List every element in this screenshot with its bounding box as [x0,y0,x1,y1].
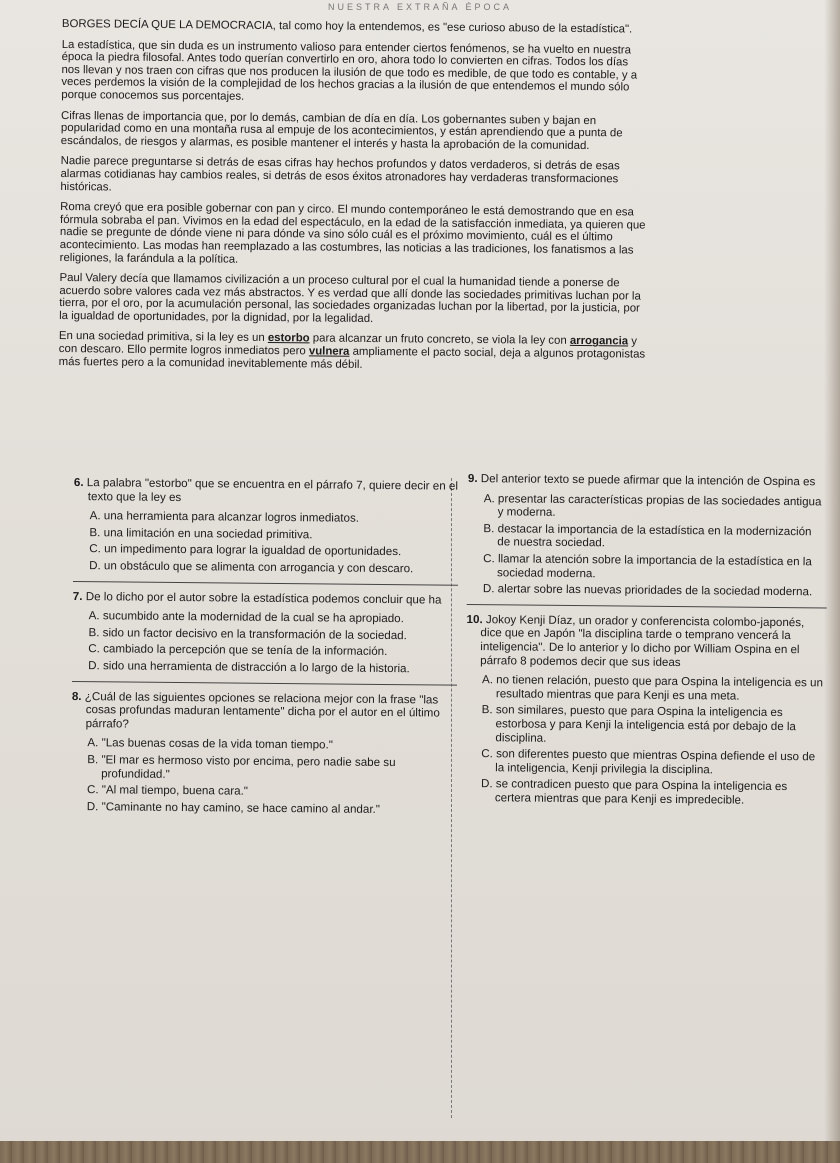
q10-option-d[interactable]: D. se contradicen puesto que para Ospina la inteligencia es certera mientras que para Kenji es impredecible. [480,777,788,807]
question-8: 8. ¿Cuál de las siguientes opciones se relaciona mejor con la frase "las cosas profundas maduran lentamente" dicha por el autor en el último párrafo? A. "Las buenas cosas de la vida toman tiempo." B. "El mar es hermoso visto por encima, pero nadie sabe su profundidad." C. "Al mal tiempo, buena cara." D. "Caminante no hay camino, se hace camino al andar." [71,690,457,817]
questions-left-column [71,476,459,825]
question-10: 10. Jokoy Kenji Díaz, un orador y conferencista colombo-japonés, dice que en Japón "la disciplina tarde o temprano vencerá la inteligencia". De lo anterior y lo dicho por William Ospina en el párrafo 8 podemos decir que sus ideas A. no tienen relación, puesto que para Ospina la inteligencia es un resultado mientras que para Kenji es una meta. B. son similares, puesto que para Ospina la inteligencia es estorbosa y para Kenji la inteligencia está por debajo de la disciplina. C. son diferentes puesto que mientras Ospina defiende el uso de la inteligencia, Kenji privilegia la disciplina. D. se contradicen puesto que para Ospina la inteligencia es certera mientras que para Kenji es impredecible. [465,613,827,808]
paragraph-4: Nadie parece preguntarse si detrás de esas cifras hay hechos profundos y datos verdaderos, si detrás de esas alarmas cotidianas hay cambios reales, si detrás de esos éxitos atronadores hay verdaderas transformaciones históricas. [60,155,620,194]
q7-option-a[interactable]: A. sucumbido ante la modernidad de la cual se ha apropiado. [88,609,404,626]
paragraph-1: BORGES DECÍA QUE LA DEMOCRACIA, tal como hoy la entendemos, es "ese curioso abuso de la estadística". [61,18,633,36]
question-divider [73,581,458,586]
question-10-text: Jokoy Kenji Díaz, un orador y conferencista colombo-japonés, dice que en Japón "la disciplina tarde o temprano vencerá la inteligencia". De lo anterior y lo dicho por William Ospina en el párrafo 8 podemos decir que sus ideas [480,612,805,669]
q8-option-d[interactable]: D. "Caminante no hay camino, se hace camino al andar." [86,799,380,816]
question-9-text: Del anterior texto se puede afirmar que la intención de Ospina es [480,472,816,489]
question-9: 9. Del anterior texto se puede afirmar que la intención de Ospina es A. presentar las características propias de las sociedades antigua y moderna. B. destacar la importancia de la estadística en la modernización de nuestra sociedad. C. llamar la atención sobre la importancia de la estadística en la sociedad moderna. D. alertar sobre las nuevas prioridades de la sociedad moderna. [467,472,828,599]
question-6: 6. La palabra "estorbo" que se encuentra en el párrafo 7, quiere decir en el texto que la ley es A. una herramienta para alcanzar logros inmediatos. B. una limitación en una sociedad primitiva. C. un impedimento para lograr la igualdad de oportunidades. D. un obstáculo que se alimenta con arrogancia y con descaro. [73,476,458,576]
q8-option-b[interactable]: B. "El mar es hermoso visto por encima, pero nadie sabe su profundidad." [87,753,396,781]
paragraph-3: Cifras llenas de importancia que, por lo demás, cambian de día en día. Los gobernantes suben y bajan en popularidad como en una montaña rusa al empuje de los acontecimientos, y están aprendiendo que a punta de escándalos, de riesgos y alarmas, es posible mantener el interés y hasta la aprobación de la comunidad. [60,109,623,152]
question-divider [467,604,827,608]
question-divider [72,681,457,686]
question-7-text: De lo dicho por el autor sobre la estadística podemos concluir que ha [85,589,442,607]
q6-option-c[interactable]: C. un impedimento para lograr la igualdad de oportunidades. [89,542,402,559]
q7-option-d[interactable]: D. sido una herramienta de distracción a lo largo de la historia. [88,659,410,676]
q7-option-b[interactable]: B. sido un factor decisivo en la transformación de la sociedad. [88,625,407,642]
question-6-text: La palabra "estorbo" que se encuentra en el párrafo 7, quiere decir en el texto que la ley es [86,476,458,504]
paragraph-7: En una sociedad primitiva, si la ley es un estorbo para alcanzar un fruto concreto, se viola la ley con arrogancia y con descaro. Ello permite logros inmediatos pero vulnera ampliamente el pacto social, deja a algunos protagonistas más fuertes pero a la comunidad inevitablemente más débil. [58,330,646,371]
q7-option-c[interactable]: C. cambiado la percepción que se tenía de la información. [88,642,388,659]
q9-option-d[interactable]: D. alertar sobre las nuevas prioridades de la sociedad moderna. [482,582,813,599]
question-7: 7. De lo dicho por el autor sobre la estadística podemos concluir que ha A. sucumbido ante la modernidad de la cual se ha apropiado. B. sido un factor decisivo en la transformación de la sociedad. C. cambiado la percepción que se tenía de la información. D. sido una herramienta de distracción a lo largo de la historia. [72,590,458,677]
q6-option-d[interactable]: D. un obstáculo que se alimenta con arrogancia y con descaro. [89,559,414,576]
q6-option-a[interactable]: A. una herramienta para alcanzar logros inmediatos. [89,509,360,525]
table-surface [0,1141,840,1163]
underlined-word-vulnera: vulnera [308,345,350,358]
reading-passage [59,18,650,382]
underlined-word-estorbo: estorbo [267,332,310,345]
q10-option-a[interactable]: A. no tienen relación, puesto que para Ospina la inteligencia es un resultado mientras que para Kenji es una meta. [481,673,824,703]
q9-option-a[interactable]: A. presentar las características propias de las sociedades antigua y moderna. [483,491,822,520]
underlined-word-arrogancia: arrogancia [569,335,629,348]
q10-option-c[interactable]: C. son diferentes puesto que mientras Ospina defiende el uso de la inteligencia, Kenji privilegia la disciplina. [481,747,816,777]
paragraph-2: La estadística, que sin duda es un instrumento valioso para entender ciertos fenómenos, se ha vuelto en nuestra época la piedra filosofal. Antes todo querían convertirlo en oro, ahora todo lo convierten en cifras. Todos los días nos llevan y nos traen con cifras que nos producen la ilusión de que todo es medible, de que todo es contable, y a veces perdemos la visión de la complejidad de los hechos gracias a la ilusión de que entendemos el mundo sólo porque conocemos sus porcentajes. [61,38,638,103]
page-header-strip: NUESTRA EXTRAÑA ÉPOCA [327,2,513,12]
questions-right-column [465,472,828,816]
q6-option-b[interactable]: B. una limitación en una sociedad primitiva. [89,525,313,542]
paragraph-5: Roma creyó que era posible gobernar con pan y circo. El mundo contemporáneo le está demostrando que en esa fórmula sobraba el pan. Vivimos en la edad del espectáculo, en la edad de la satisfacción inmediata, ya quieren que nadie se pregunte de dónde viene ni para dónde va sino sólo cuál es el próximo movimiento, cuál es el último acontecimiento. Las modas han reemplazado a las costumbres, las noticias a las tradiciones, los fanatismos a las religiones, la farándula a la política. [59,201,646,266]
q10-option-b[interactable]: B. son similares, puesto que para Ospina la inteligencia es estorbosa y para Kenji la inteligencia está por debajo de la disciplina. [481,703,796,745]
q8-option-a[interactable]: A. "Las buenas cosas de la vida toman tiempo." [87,736,333,752]
q9-option-b[interactable]: B. destacar la importancia de la estadística en la modernización de nuestra sociedad. [483,521,812,550]
page-edge-shadow [824,0,840,1163]
q9-option-c[interactable]: C. llamar la atención sobre la importancia de la estadística en la sociedad moderna. [483,552,812,580]
question-8-text: ¿Cuál de las siguientes opciones se relaciona mejor con la frase "las cosas profundas maduran lentamente" dicha por el autor en el último párrafo? [84,689,440,731]
paragraph-6: Paul Valery decía que llamamos civilización a un proceso cultural por el cual la humanidad tiende a ponerse de acuerdo sobre valores cada vez más abstractos. Y es verdad que allí donde las sociedades primitivas luchan por la tierra, por el oro, por la acumulación personal, las sociedades organizadas luchan por la libertad, por la justicia, por la igualdad de oportunidades, por la dignidad, por la legalidad. [59,272,641,325]
q8-option-c[interactable]: C. "Al mal tiempo, buena cara." [86,783,249,798]
